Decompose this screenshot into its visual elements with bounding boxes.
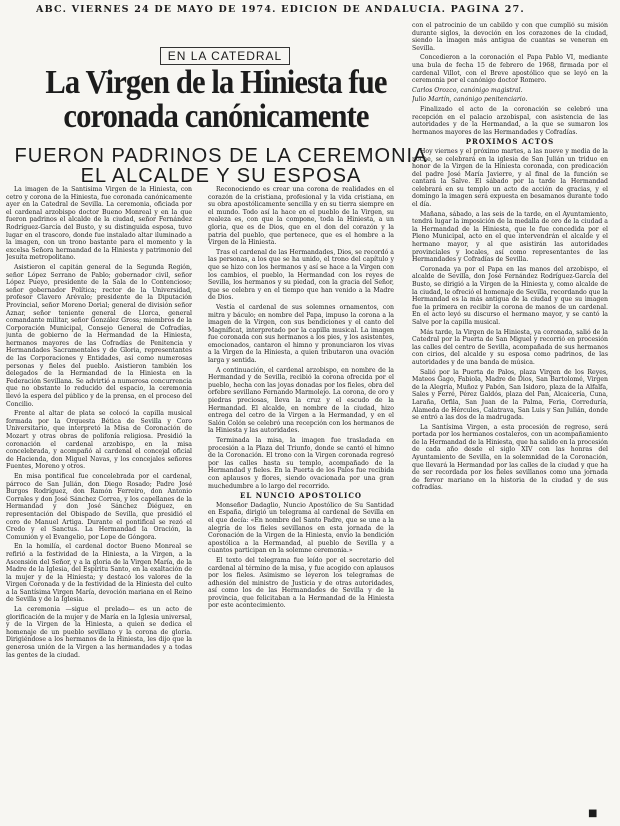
paragraph: El texto del telegrama fue leído por el secretario del cardenal al término de la misa, y fue acogido con aplausos por los fieles. Asimismo se leyeron los telegramas de adhesión del ministro de Justicia y de otras autoridades, así como los de las Hermandades de Sevilla y de la provincia, que felicitaban a la Hermandad de la Hiniesta por este acontecimiento. [208,556,394,610]
paragraph: Asistieron el capitán general de la Segunda Región, señor López Serrano de Pablo; gobernador civil, señor López Pueyo, presidente de la Sala de lo Contencioso; señor gobernador Política; rector de la Universidad, profesor Clavero Arévalo; presidente de la Diputación Provincial, señor Moreno Dorial; general de división señor Aznar, señor teniente general de Llorca, general comandante militar, señor González Gross; miembros de la Corporación Municipal, Consejo General de Cofradías, junta de gobierno de la Hermandad de la Hiniesta, hermanos mayores de las Cofradías de Penitencia y Hermandades Sacramentales y de Gloria, representantes de las Corporaciones y Entidades, así como numerosas personas y fieles del pueblo. Asistieron también los delegados de la Hermandad de la Hiniesta en la Federación Sevillana. Se advirtió a numerosa concurrencia que no obstante lo reducido del espacio, la ceremonia llevó la espera del público y de la prensa, en el proceso del Concilio. [6,263,192,408]
paragraph: Concedieron a la coronación el Papa Pablo VI, mediante una bula de fecha 15 de febrero de 1968, firmada por el cardenal Villot, con el Breve apostólico que se leyó en la ceremonia por el canónigo doctor Romero. [412,54,608,85]
article-column-2 [208,186,394,820]
end-of-article-marker: ■ [588,808,598,819]
paragraph: Monseñor Dadaglio, Nuncio Apostólico de Su Santidad en España, dirigió un telegrama al cardenal de Sevilla en el que decía: «En nombre del Santo Padre, que se une a la alegría de los fieles sevillanos en esta jornada de la Coronación de la Virgen de la Hiniesta, envío la bendición apostólica a la Hermandad, al pueblo de Sevilla y a cuantos participan en la solemne ceremonia.» [208,501,394,555]
paragraph: La Santísima Virgen, a esta procesión de regreso, será portada por los hermanos costaleros, con un acompañamiento de la Hermandad de la Hiniesta, que ha salido en la procesión de cada año desde el siglo XIV con las honras del Ayuntamiento de Sevilla, en la solemnidad de la Coronación, que llevará la Hermandad por las calles de la ciudad y que ha de ser recordada por los fieles sevillanos como una jornada de fervor mariano en la historia de la ciudad y de sus cofradías. [412,423,608,492]
article-column-1 [6,186,192,820]
paragraph: Coronada ya por el Papa en las manos del arzobispo, el alcalde de Sevilla, don José Fernández Rodríguez-García del Busto, se dirigió a la Virgen de la Hiniesta y, como alcalde de la ciudad, le ofreció el homenaje de Sevilla, recordando que la Hermandad es la más antigua de la ciudad y que su imagen fue la primera en recibir la corona de manos de un cardenal. En el acto leyó su discurso el hermano mayor, y se cantó la Salve por la capilla musical. [412,265,608,326]
section-label: EN LA CATEDRAL [160,47,290,65]
paragraph: Más tarde, la Virgen de la Hiniesta, ya coronada, salió de la Catedral por la Puerta de San Miguel y recorrió en procesión las calles del centro de Sevilla, acompañada de sus hermanos con cirios, del alcalde y su esposa como padrinos, de las autoridades y de una banda de música. [412,328,608,366]
paragraph: En la homilía, el cardenal doctor Bueno Monreal se refirió a la festividad de la Hiniesta, a la Virgen, a la Ascensión del Señor, y a la gloria de la Virgen María, de la Madre de la Iglesia, del Espíritu Santo, en la exaltación de la mujer y de la Hiniesta; y destacó los valores de la Virgen Coronada y de la festividad de la Hiniesta del culto a la Santísima Virgen María, devoción mariana en el Reino de Sevilla y de la Iglesia. [6,543,192,604]
running-head: ABC. VIERNES 24 DE MAYO DE 1974. EDICION DE ANDALUCIA. PAGINA 27. [36,4,525,15]
paragraph: Salió por la Puerta de Palos, plaza Virgen de los Reyes, Mateos Gago, Fabiola, Madre de Dios, San Bartolomé, Virgen de la Alegría, Muñoz y Pabón, San Isidoro, plaza de la Alfalfa, Sales y Ferré, Pérez Galdós, plaza del Pan, Alcaicería, Cuna, Laraña, Orfila, San Juan de la Palma, Feria, Correduría, Alameda de Hércules, Calatrava, San Luis y San Julián, donde se entró a las dos de la madrugada. [412,368,608,422]
paragraph: Finalizado el acto de la coronación se celebró una recepción en el palacio arzobispal, con asistencia de las autoridades y de la Hermandad, a la que se sumaron los hermanos mayores de las Hermandades y Cofradías. [412,105,608,136]
paragraph: Reconociendo es crear una corona de realidades en el corazón de la cristiana, profesional y la vida cristiana, en su obra apostólicamente sencilla y en su tierra siempre en el mundo. Todo así la hace en el pueblo de la Virgen, su realeza es, con que la compone, toda la Hiniesta, a un gloria, que es de Dios, que en el don del corazón y la patria del pueblo, que pertenece, que es el hombre a la Virgen de la Hiniesta. [208,186,394,247]
subheadline: FUERON PADRINOS DE LA CEREMONIA EL ALCALDE Y SU ESPOSA [14,145,428,187]
paragraph: Hoy viernes y el próximo martes, a las nueve y media de la noche, se celebrará en la iglesia de San Julián un triduo en honor de la Virgen de la Hiniesta coronada, con predicación del padre José María Javierre, y al final de la función se cantará la Salve. El sábado por la tarde la Hermandad celebrará en su templo un acto de acción de gracias, y el domingo la imagen será expuesta en besamanos durante todo el día. [412,147,608,209]
paragraph: La imagen de la Santísima Virgen de la Hiniesta, con cetro y corona de la Hiniesta, fue coronada canónicamente ayer en la Catedral de Sevilla. La ceremonia, oficiada por el cardenal arzobispo doctor Bueno Monreal y en la que fueron padrinos el alcalde de la ciudad, señor Fernández Rodríguez-García del Busto, y su distinguida esposa, tuvo lugar en el trascoro, donde fue instalado altar iluminado a la imagen, con un trono bastante para el momento y la excelsa Señora hermandad de la Hiniesta y patrimonio del Jesuíta metropolitano. [6,186,192,262]
paragraph: Vestía el cardenal de sus solemnes ornamentos, con mitra y báculo; en nombre del Papa, impuso la corona a la imagen de la Virgen, con sus bendiciones y el canto del Magníficat, interpretado por la capilla musical. La imagen fue coronada con sus hermanos a los pies, y los asistentes, emocionados, cantaron el himno y pronunciaron los vivas a la Virgen de la Hiniesta, a quien tributaron una ovación larga y sentida. [208,303,394,365]
subsection-title-proximos-actos: PROXIMOS ACTOS [465,137,555,147]
subsection-title-nuncio: EL NUNCIO APOSTOLICO [240,491,362,501]
article-column-3 [412,22,608,820]
signature-line: Carlos Orozco, canónigo magistral. [412,86,523,94]
paragraph: Terminada la misa, la imagen fue trasladada en procesión a la Plaza del Triunfo, donde se cantó el himno de la Coronación. El trono con la Virgen coronada regresó por las calles hasta su templo, acompañado de la Hermandad y fieles. En la Puerta de los Palos fue recibida con aplausos y flores, siendo ovacionada por una gran muchedumbre a lo largo del recorrido. [208,437,394,490]
paragraph: La ceremonia —sigue el prelado— es un acto de glorificación de la mujer y de María en la Iglesia universal, y de la Virgen de la Hiniesta, a quien se dedica el homenaje de un pueblo sevillano y la corona de gloria. Dirigiéndose a los hermanos de la Hiniesta, les dijo que la generosa unión de la Virgen a las hermandades y a todas las gentes de la ciudad. [6,606,192,659]
headline: La Virgen de la Hiniesta fue coronada canónicamente [45,64,387,135]
paragraph: Frente al altar de plata se colocó la capilla musical formada por la Orquesta Bética de Sevilla y Coro Universitario, que interpretó la Misa de Coronación de Mozart y otras obras de polifonía religiosa. Presidió la coronación el cardenal arzobispo, en la misa concelebrada, y acompañó al cardenal el concejal oficial de Hacienda, don Miguel Navas, y los concejales señores Fuentes, Moreno y otros. [6,410,192,471]
paragraph: con el patrocinio de un cabildo y con que cumplió su misión durante siglos, la devoción en los corazones de la ciudad, siendo la imagen más antigua de cuantas se veneran en Sevilla. [412,22,608,52]
paragraph: En misa pontifical fue concelebrada por el cardenal, párroco de San Julián, don Diego Rosado; Padre José Burgos Rodríguez, don Ramón Ferreiro, don Antonio Corrales y don José Sánchez Correa, y los capellanes de la Hermandad y don José Sánchez Diéguez, en representación del Obispado de Sevilla, que presidió el coro de Manuel Artiga. Durante el pontifical se rezó el Credo y el Sanctus. La Hermandad la Oración, la Comunión y el Evangelio, por Lope de Góngora. [6,472,192,541]
paragraph: Tras el cardenal de las Hermandades, Dios, se recordó a las personas, a los que se ha unido, el trono del capítulo y que se hizo con los hermanos y así se hace a la Virgen con los cambios, el pueblo, la Hermandad con los reyes de Sevilla, los hermanos y su piedad, con la gracia del Señor, que se celebra y en el tiempo que han venido a la Madre de Dios. [208,248,394,302]
paragraph: A continuación, el cardenal arzobispo, en nombre de la Hermandad y de Sevilla, recibió la corona ofrecida por el pueblo, hecha con las joyas donadas por los fieles, obra del orfebre sevillano Fernando Marmolejo. La corona, de oro y piedras preciosas, lleva la cruz y el escudo de la Hermandad. El alcalde, en nombre de la ciudad, hizo entrega del cetro de la Virgen a la Hermandad, y en el Salón Colón se celebró una recepción con los hermanos de la Hiniesta y las autoridades. [208,366,394,435]
paragraph: Mañana, sábado, a las seis de la tarde, en el Ayuntamiento, tendrá lugar la imposición de la medalla de oro de la ciudad a la Hermandad de la Hiniesta, que le fue concedida por el Pleno Municipal, acto en el que intervendrán el alcalde y el hermano mayor, y al que asistirán las autoridades provinciales y locales, así como representantes de las Hermandades y Cofradías de Sevilla. [412,210,608,264]
signature-line: Julio Martín, canónigo penitenciario. [412,96,528,104]
